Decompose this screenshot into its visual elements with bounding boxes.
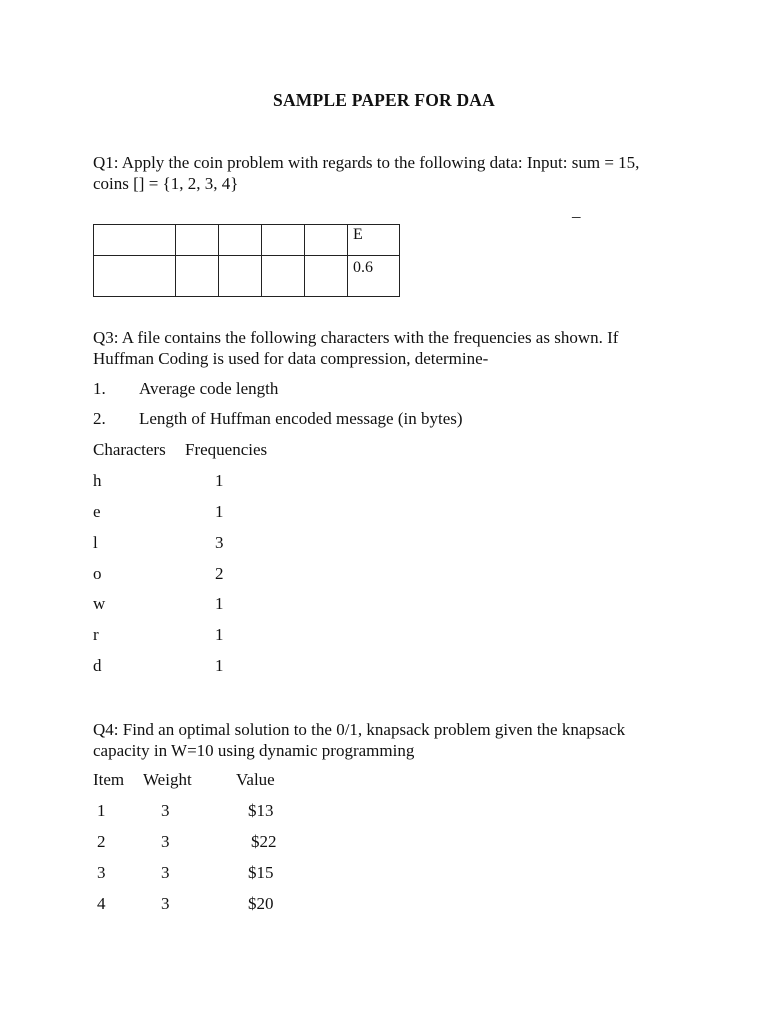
q3-line-1: Q3: A file contains the following characters with the frequencies as shown. If (93, 328, 619, 347)
stray-mark: _ (572, 201, 581, 220)
knapsack-value: $13 (248, 801, 274, 820)
knapsack-item: 2 (97, 832, 106, 851)
grid-cell (94, 225, 176, 256)
knapsack-value: $20 (248, 894, 274, 913)
page-title: SAMPLE PAPER FOR DAA (273, 90, 495, 110)
grid-cell (176, 225, 219, 256)
grid-cell (262, 225, 305, 256)
q3-item-number: 1. (93, 379, 106, 398)
grid-row (94, 256, 400, 297)
grid-cell (262, 256, 305, 297)
freq-value: 1 (215, 656, 224, 675)
grid-cell: E (348, 225, 400, 256)
grid-cell (219, 225, 262, 256)
freq-char: o (93, 564, 102, 583)
freq-value: 1 (215, 594, 224, 613)
freq-value: 3 (215, 533, 224, 552)
grid-cell: 0.6 (348, 256, 400, 297)
freq-header-frequencies: Frequencies (185, 440, 268, 459)
q3-item-text: Length of Huffman encoded message (in bytes) (139, 409, 463, 428)
grid-cell (305, 256, 348, 297)
grid-cell (219, 256, 262, 297)
knapsack-weight: 3 (161, 801, 170, 820)
grid-cell (305, 225, 348, 256)
knapsack-weight: 3 (161, 894, 170, 913)
knapsack-weight: 3 (161, 863, 170, 882)
knapsack-item: 4 (97, 894, 106, 913)
knapsack-header-value: Value (236, 770, 275, 789)
freq-value: 1 (215, 625, 224, 644)
knapsack-value: $15 (248, 863, 274, 882)
grid-cell (176, 256, 219, 297)
q4-line-1: Q4: Find an optimal solution to the 0/1, knapsack problem given the knapsack (93, 720, 626, 739)
q3-item-text: Average code length (139, 379, 279, 398)
knapsack-item: 3 (97, 863, 106, 882)
knapsack-value: $22 (251, 832, 277, 851)
knapsack-item: 1 (97, 801, 106, 820)
freq-char: d (93, 656, 102, 675)
q1-line-1: Q1: Apply the coin problem with regards to the following data: Input: sum = 15, (93, 153, 640, 172)
freq-char: l (93, 533, 98, 552)
grid-cell (94, 256, 176, 297)
freq-header-characters: Characters (93, 440, 166, 459)
freq-value: 1 (215, 471, 224, 490)
grid-table (93, 224, 400, 297)
q3-line-2: Huffman Coding is used for data compression, determine- (93, 349, 489, 368)
freq-char: r (93, 625, 99, 644)
freq-char: w (93, 594, 106, 613)
grid-row (94, 225, 400, 256)
q4-line-2: capacity in W=10 using dynamic programming (93, 741, 415, 760)
q3-item-number: 2. (93, 409, 106, 428)
freq-char: e (93, 502, 101, 521)
freq-value: 1 (215, 502, 224, 521)
knapsack-header-weight: Weight (143, 770, 192, 789)
knapsack-weight: 3 (161, 832, 170, 851)
freq-value: 2 (215, 564, 224, 583)
knapsack-header-item: Item (93, 770, 125, 789)
q1-line-2: coins [] = {1, 2, 3, 4} (93, 174, 239, 193)
freq-char: h (93, 471, 102, 490)
